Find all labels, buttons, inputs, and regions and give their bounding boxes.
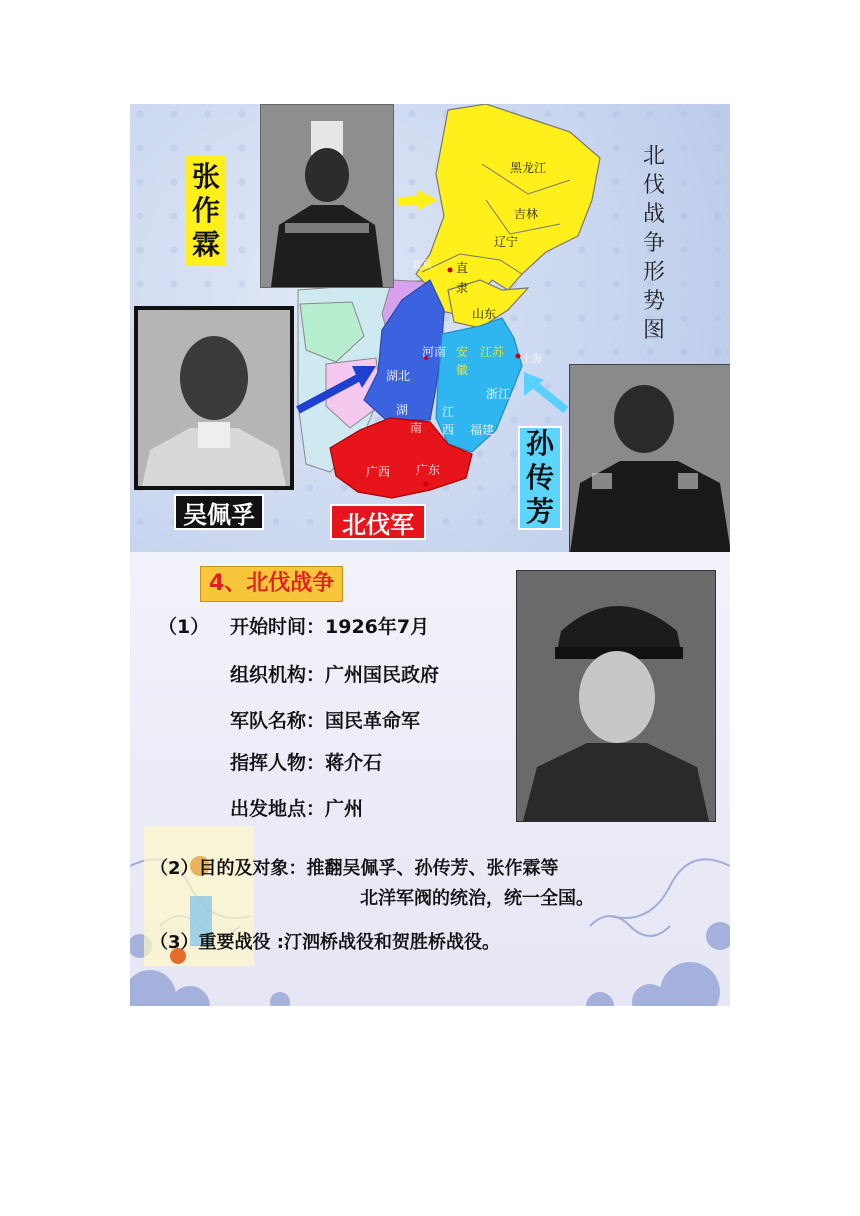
map-title	[640, 142, 668, 345]
city-dot-shanghai	[516, 354, 521, 359]
map-title-char: 图	[642, 318, 665, 343]
army-name: 军队名称：国民革命军	[230, 710, 421, 732]
label-shandong: 山东	[472, 307, 497, 321]
label-zhejiang: 浙江	[486, 387, 511, 401]
map-title-char: 伐	[642, 173, 665, 198]
city-dot-guangzhou	[424, 482, 429, 487]
map-title-char: 形	[642, 260, 665, 285]
northern-expedition-map-slide	[130, 104, 730, 552]
label-zhang-zuolin	[186, 156, 226, 266]
label-an: 安	[456, 345, 469, 359]
label-heilongjiang: 黑龙江	[510, 161, 547, 175]
item-1-marker: （1）	[158, 616, 210, 638]
document-page	[130, 104, 730, 1006]
departure-location: 出发地点：广州	[230, 798, 364, 820]
zhang-char-2: 作	[191, 194, 220, 227]
label-zhi: 直	[456, 261, 469, 275]
label-henan: 河南	[422, 345, 447, 359]
label-xi: 西	[442, 423, 455, 437]
sun-chuanfang-photo	[569, 364, 730, 552]
northern-expedition-info-slide	[130, 552, 730, 1006]
zhang-char-3: 霖	[191, 228, 220, 261]
wu-name-text: 吴佩孚	[183, 500, 255, 529]
map-title-char: 势	[642, 289, 665, 314]
label-hubei: 湖北	[386, 369, 411, 383]
army-name-text: 北伐军	[342, 510, 414, 539]
sun-char-1: 孙	[525, 427, 554, 460]
label-sun-chuanfang	[518, 426, 562, 530]
label-northern-army	[330, 504, 426, 540]
map-title-char: 争	[642, 231, 665, 256]
city-dot-beijing	[448, 268, 453, 273]
zhang-zuolin-photo	[260, 104, 394, 288]
goal-line-1: （2）目的及对象：推翻吴佩孚、孙传芳、张作霖等	[150, 858, 559, 879]
label-jilin: 吉林	[514, 207, 539, 221]
chiang-kai-shek-photo	[516, 570, 716, 822]
label-jiang: 江	[442, 405, 455, 419]
label-fujian: 福建	[470, 423, 495, 437]
goal-line-2: 北洋军阀的统治，统一全国。	[360, 888, 594, 909]
commander: 指挥人物：蒋介石	[230, 752, 383, 774]
start-time: 开始时间：1926年7月	[230, 616, 430, 638]
label-jiangsu: 江苏	[480, 345, 505, 359]
wu-peifu-photo	[134, 306, 294, 490]
sun-char-2: 传	[525, 461, 554, 494]
arrow-yellow	[398, 200, 420, 202]
label-beijing: 北京	[412, 260, 432, 271]
zhang-char-1: 张	[191, 160, 220, 193]
organization: 组织机构：广州国民政府	[230, 664, 440, 686]
label-hu: 湖	[396, 403, 409, 417]
label-liaoning: 辽宁	[494, 235, 519, 249]
map-title-char: 北	[642, 144, 665, 169]
label-guangdong: 广东	[416, 463, 441, 477]
sun-char-3: 芳	[525, 495, 554, 528]
label-hui: 徽	[456, 363, 469, 377]
arrow-lightblue	[536, 386, 566, 410]
label-guangxi: 广西	[366, 465, 391, 479]
label-nan: 南	[410, 421, 423, 435]
section-heading: 4、北伐战争	[200, 566, 343, 602]
map-region-yellow	[416, 104, 600, 316]
arrow-yellow-head	[418, 190, 438, 210]
map-title-char: 战	[642, 202, 665, 227]
important-battles: （3）重要战役 :汀泗桥战役和贺胜桥战役。	[150, 932, 500, 953]
label-wu-peifu	[174, 494, 264, 530]
label-shanghai: 上海	[522, 354, 542, 365]
label-li: 隶	[456, 281, 469, 295]
